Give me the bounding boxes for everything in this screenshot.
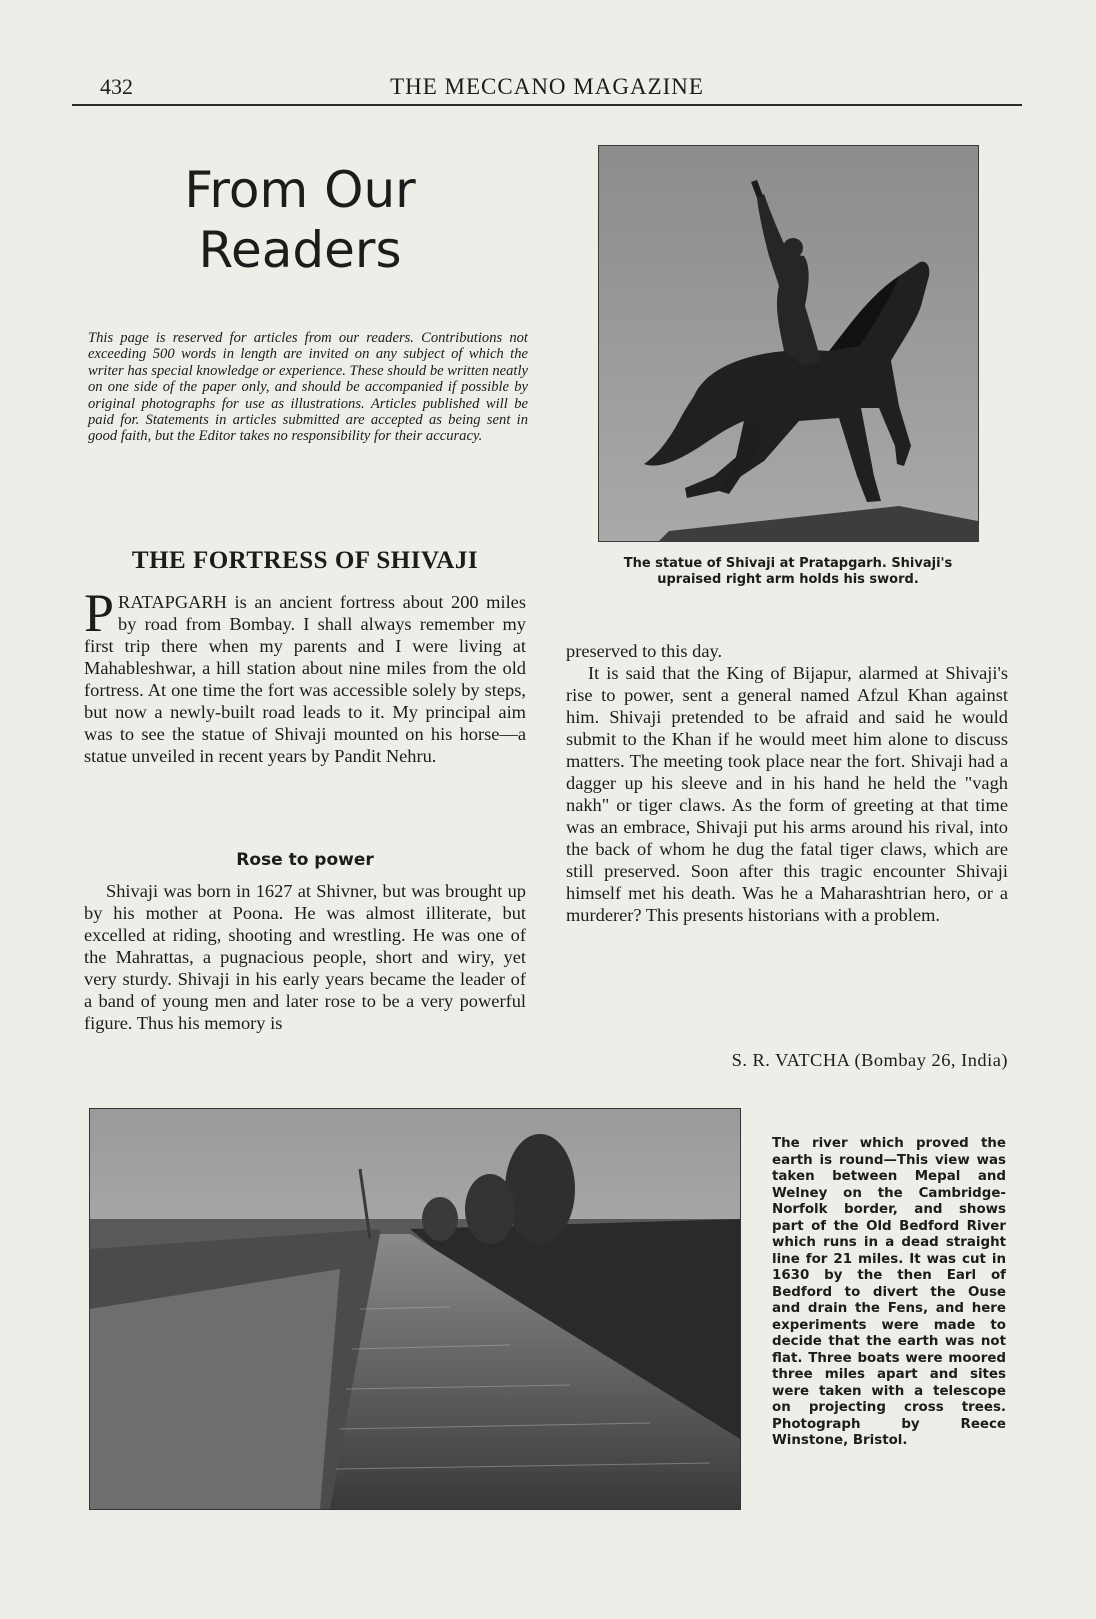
article-column-left [84,583,526,767]
section-title-line-2: Readers [198,221,402,279]
statue-photo [598,145,979,542]
river-caption: The river which proved the earth is round—This view was taken between Mepal and Welney on the Cambridge-Norfolk border, and shows part of the Old Bedford River which runs in a dead straight line for 21 miles. It was cut in 1630 by the then Earl of Bedford to divert the Ouse and drain the Fens, and here experiments were made to decide that the earth was not flat. Three boats were moored three miles apart and sites were taken with a telescope on projecting cross trees. Photograph by Reece Winstone, Bristol. [772,1136,1006,1448]
article-column-left-lower [84,880,526,1034]
section-title-line-1: From Our [184,161,416,219]
author-signature: S. R. VATCHA (Bombay 26, India) [731,1050,1008,1070]
article-paragraph-1-text: RATAPGARH is an ancient fortress about 200 miles by road from Bombay. I shall always remember my first trip there when my parents and I were living at Mahableshwar, a hill station about nine miles from the old fortress. At one time the fort was accessible solely by steps, but now a newly-built road leads to it. My principal aim was to see the statue of Shivaji mounted on his horse—a statue unveiled in recent years by Pandit Nehru. [84,592,526,766]
river-photo-image [90,1109,740,1509]
article-paragraph-2-continued: preserved to this day. [566,641,723,661]
section-title [90,160,510,280]
drop-cap: P [84,583,115,643]
article-subhead: Rose to power [236,850,374,870]
article-paragraph-1 [84,583,526,767]
page-number: 432 [100,74,133,99]
statue-photo-image [599,146,978,541]
river-photo [89,1108,741,1510]
running-head [72,70,1022,106]
article-title: THE FORTRESS OF SHIVAJI [131,547,479,574]
intro-note: This page is reserved for articles from our readers. Contributions not exceeding 500 words in length are invited on any subject of which the writer has special knowledge or experience. These should be written neatly on one side of the paper only, and should be accompanied if possible by original photographs for use as illustrations. Articles published will be paid for. Statements in articles submitted are accepted as being sent in good faith, but the Editor takes no responsibility for their accuracy. [88,330,528,445]
article-paragraph-2: Shivaji was born in 1627 at Shivner, but was brought up by his mother at Poona. He was almost illiterate, but excelled at riding, shooting and wrestling. He was one of the Mahrattas, a pugnacious people, short and wiry, yet very sturdy. Shivaji in his early years became the leader of a band of young men and later rose to be a very powerful figure. Thus his memory is [84,881,526,1033]
article-column-right [566,640,1008,926]
magazine-title: THE MECCANO MAGAZINE [390,74,704,99]
statue-caption: The statue of Shivaji at Pratapgarh. Shivaji's upraised right arm holds his sword. [623,556,953,587]
article-paragraph-3: It is said that the King of Bijapur, alarmed at Shivaji's rise to power, sent a general named Afzul Khan against him. Shivaji pretended to be afraid and said he would submit to the Khan if he would meet him alone to discuss matters. The meeting took place near the fort. Shivaji had a dagger up his sleeve and in his hand he held the "vagh nakh" or tiger claws. As the form of greeting at that time was an embrace, Shivaji put his arms around his rival, into the back of whom he dug the fatal tiger claws, which are still preserved. Soon after this tragic encounter Shivaji himself met his death. Was he a Maharashtrian hero, or a murderer? This presents historians with a problem. [566,663,1008,925]
